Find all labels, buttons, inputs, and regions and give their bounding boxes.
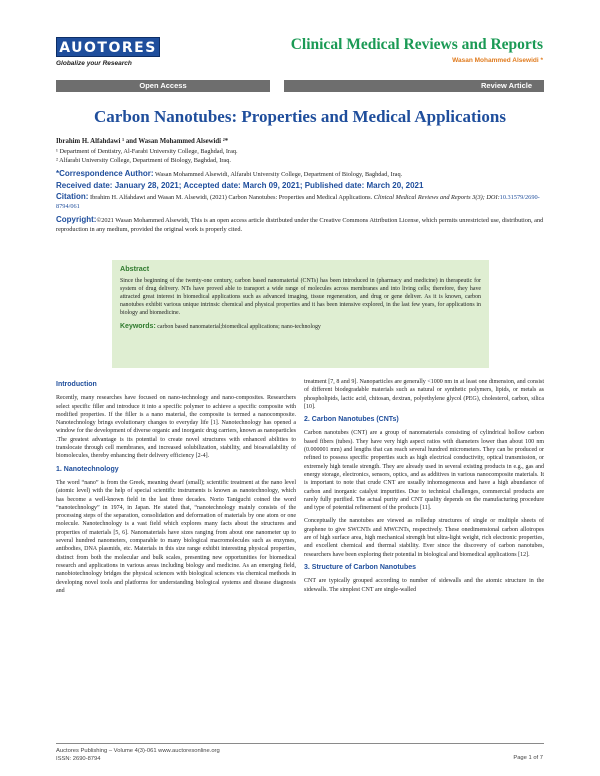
citation-ref: 3(3); DOI:: [470, 194, 500, 201]
logo-tagline: Globalize your Research: [56, 60, 132, 67]
citation-label: Citation:: [56, 192, 89, 201]
copyright: [56, 215, 546, 234]
nanotechnology-heading: 1. Nanotechnology: [56, 465, 119, 473]
publisher-logo: [56, 37, 160, 67]
footer-divider: [56, 743, 544, 744]
keywords-text: carbon based nanomaterial;biomedical applications; nano-technology: [155, 324, 321, 330]
page-number: Page 1 of 7: [513, 755, 543, 761]
introduction-text: Recently, many researches have focused on nano-technology and nano-composites. Researchers select specific filler and introduce it into a specific polymer to achieve a specific composite with modified properties. If the filler is a nano material, the composite is termed a nanocomposite. Nanotechnology brings evolutionary changes to everyday life [1]. Nanotechnology has opened a window for the development of diverse organic and inorganic drug carriers, known as nanoparticles .The greatest advantage is its potential to create novel structures with enhanced abilities to translocate through cell membranes, and increased solubilization, stability, and bioavailability of biomolecules, thereby enhancing their delivery efficiency [2-4].: [56, 395, 296, 460]
footer-publisher: Auctores Publishing – Volume 4(3)-061 www.auctoresonline.org: [56, 748, 220, 754]
abstract-box: [112, 260, 489, 368]
article-dates: Received date: January 28, 2021; Accepted date: March 09, 2021; Published date: March 20, 2021: [56, 181, 424, 190]
abstract-body: Since the beginning of the twenty-one century, carbon based nanomaterial (CNTs) has been introduced in (pharmacy and medicine) in therapeutic for system of drug delivery. NTs have proved able to transport a wide range of molecules across membranes and into living cells; therefore, they have attracted great interest in biomedical applications such as advanced imaging, tissue regeneration, and drug or gene deliver. As it is known, carbon nanotubes exhibit various unique intrinsic chemical and physical properties and it has been intensive explored, in the last few years, for applications in biology and biomedicine.: [120, 278, 481, 316]
correspondence-text: Wasan Mohammed Alsewidi, Alfarabi University College, Department of Biology, Baghdad, Iraq.: [153, 171, 403, 178]
doi-link[interactable]: 10.31579/2690-8794/061: [56, 194, 540, 210]
logo-text: AUOTORES: [56, 37, 160, 57]
copyright-label: Copyright:: [56, 215, 97, 224]
nanotechnology-text: The word “nano” is from the Greek, meaning dwarf (small); scientific treatment at the nano level (atomic level) with the help of special scientific instruments is known as nanotechnology, which has become a well-known field in the last three decades. Norio Taniguchi coined the word “nanotechnology” in 1974, in Japan. He stated that, “nanotechnology mainly consists of the processing steps of the separation, consolidation and deformation of materials by one atom or one molecule. Nanotechnology is a vast field which explores many facts about the structures and properties of materials [5, 6]. Nanomaterials have sizes ranging from about one nanometer up to several hundred nanometers, comparable to many biological macromolecules such as enzymes, antibodies, DNA plasmids, etc. Materials in this size range exhibit interesting physical properties, distinct from both the molecular and bulk scales, presenting new opportunities for biomedical research and applications in various areas including biology and medicine. As an emerging field, nanobiotechnology bridges the physical sciences with biological sciences via chemical methods in developing novel tools and platforms for understanding biological systems and disease diagnosis and: [56, 479, 296, 594]
cnt-text-2: Conceptually the nanotubes are viewed as rolledup structures of single or multiple sheets of graphene to give SWCNTs and MWCNTs, respectively. These onedimensional carbon allotropes are of high surface area, high mechanical strength but ultra-light weight, rich electronic properties, and excellent chemical and thermal stability. Ever since the discovery of carbon nanotubes, researchers have been exploring their potential in biological and biomedical applications [12].: [304, 518, 544, 558]
article-title: Carbon Nanotubes: Properties and Medical Applications: [94, 107, 506, 126]
journal-title: Clinical Medical Reviews and Reports: [290, 36, 543, 53]
cnt-heading: 2. Carbon Nanotubes (CNTs): [304, 416, 399, 424]
introduction-heading: Introduction: [56, 381, 97, 388]
continued-text: treatment [7, 8 and 9]. Nanoparticles are generally <1000 nm in at least one dimension, and consist of different biodegradable materials such as natural or synthetic polymers, lipids, or metals as phospholipids, lactic acid, chitosan, dextran, polyethylene glycol (PEG), cholesterol, carbon, silica [10].: [304, 379, 544, 410]
right-column: [304, 378, 544, 599]
citation-journal: Clinical Medical Reviews and Reports: [372, 194, 471, 201]
left-column: [56, 378, 296, 600]
abstract-heading: Abstract: [120, 264, 150, 273]
article-type-bar: Review Article: [284, 80, 544, 92]
affiliation-1: ¹ Department of Dentistry, Al-Farabi University College, Baghdad, Iraq.: [56, 148, 238, 155]
correspondence-label: *Correspondence Author:: [56, 169, 154, 178]
author-list: Ibrahim H. Alfahdawi ¹ and Wasan Mohammed Alsewidi ²*: [56, 138, 229, 145]
correspondence: [56, 170, 546, 179]
keywords-label: Keywords:: [120, 323, 156, 330]
structure-heading: 3. Structure of Carbon Nanotubes: [304, 563, 417, 571]
citation-text: Ibrahim H. Alfahdawi and Wasan M. Alsewidi, (2021) Carbon Nanotubes: Properties and Medical Applications.: [88, 194, 373, 201]
footer-issn: ISSN: 2690-8794: [56, 756, 101, 762]
footer-info: [56, 747, 220, 763]
journal-author: Wasan Mohammed Alsewidi *: [452, 57, 543, 64]
affiliation-2: ² Alfarabi University College, Department of Biology, Baghdad, Iraq.: [56, 157, 231, 164]
cnt-text-1: Carbon nanotubes (CNT) are a group of nanomaterials consisting of cylindrical hollow carbon based fibers (tubes). They have very high aspect ratios with diameters lower than about 100 nm (0.000001 mm) and lengths that can reach several hundred micrometers. They can be produced or refined to possess specific properties such as high electrical conductivity, optical transmission, or extremely high tensile strength. They are already used in several existing products in e.g., gas and energy storage, electronics, sensors, optics, and as additives in various nanocomposite materials. It is important to note that crude CNT are usually inhomogeneous and have a high abundance of carbon and inorganic catalyst impurities. Due to technical challenges, commercial products are rarely fully purified. The actual purity and CNT quality depends on the manufacturing procedure and type of potential refinement of the products [11].: [304, 430, 544, 512]
keywords: [120, 323, 481, 330]
structure-text: CNT are typically grouped according to number of sidewalls and the atomic structure in the sidewalls. The simplest CNT are single-walled: [304, 578, 544, 593]
copyright-text: ©2021 Wasan Mohammed Alsewidi, This is an open access article distributed under the Creative Commons Attribution License, which permits unrestricted use, distribution, and reproduction in any medium, provided the original work is properly cited.: [56, 217, 544, 233]
citation: [56, 192, 546, 211]
open-access-bar: Open Access: [56, 80, 270, 92]
